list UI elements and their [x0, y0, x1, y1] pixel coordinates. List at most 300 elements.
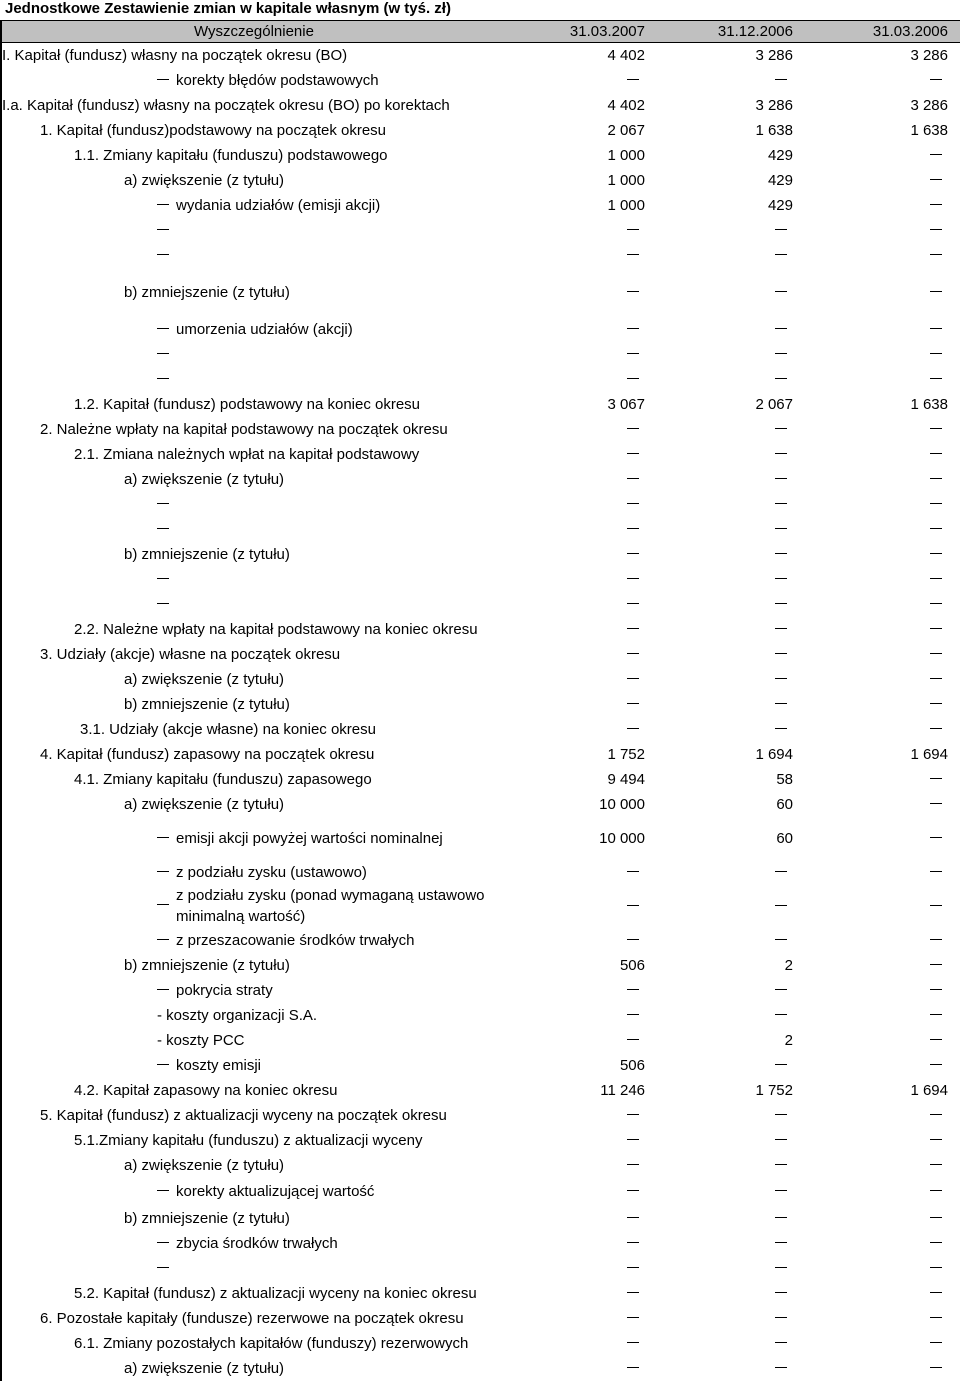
empty-value-dash: [930, 254, 942, 255]
empty-value-dash: [627, 79, 639, 80]
table-row: [1, 492, 960, 517]
value-cell: [506, 417, 659, 442]
row-label-cell: [1, 592, 506, 617]
value-cell: [659, 517, 807, 542]
row-label: wydania udziałów (emisji akcji): [176, 196, 381, 214]
table-row: [1, 667, 960, 692]
empty-value-dash: [930, 229, 942, 230]
empty-value-dash: [930, 453, 942, 454]
value-cell: [659, 218, 807, 243]
value-cell: [807, 492, 960, 517]
row-label: I. Kapitał (fundusz) własny na początek okresu (BO): [2, 46, 348, 64]
empty-value-dash: [627, 728, 639, 729]
row-label: a) zwiększenie (z tytułu): [124, 795, 285, 813]
empty-value-dash: [775, 1190, 787, 1191]
empty-value-dash: [775, 578, 787, 579]
row-label-cell: [1, 928, 506, 953]
empty-value-dash: [930, 778, 942, 779]
row-label-cell: [1, 442, 506, 467]
empty-value-dash: [627, 1292, 639, 1293]
row-label: - koszty PCC: [157, 1031, 245, 1049]
dash-marker: [157, 503, 169, 504]
empty-value-dash: [775, 603, 787, 604]
row-label: - koszty organizacji S.A.: [157, 1006, 318, 1024]
table-row: [1, 885, 960, 928]
empty-value-dash: [627, 1242, 639, 1243]
empty-value-dash: [627, 428, 639, 429]
row-label: emisji akcji powyżej wartości nominalnej: [176, 829, 443, 847]
row-label: umorzenia udziałów (akcji): [176, 320, 353, 338]
value-cell: [807, 1231, 960, 1256]
table-row: [1, 1053, 960, 1078]
value-cell: 4 402: [607, 46, 645, 64]
value-cell: [807, 1356, 960, 1381]
table-row: [1, 268, 960, 280]
empty-value-dash: [930, 179, 942, 180]
row-label: 4. Kapitał (fundusz) zapasowy na początek okresu: [40, 745, 375, 763]
value-cell: [807, 317, 960, 342]
value-cell: 506: [619, 956, 645, 974]
table-row: [1, 567, 960, 592]
empty-value-dash: [775, 553, 787, 554]
row-label: 4.2. Kapitał zapasowy na koniec okresu: [74, 1081, 338, 1099]
value-cell: [807, 978, 960, 1003]
dash-marker: [157, 1064, 169, 1065]
value-cell: [807, 542, 960, 567]
row-label: 6. Pozostałe kapitały (fundusze) rezerwowe na początek okresu: [40, 1309, 464, 1327]
table-row: [1, 1206, 960, 1231]
empty-value-dash: [627, 503, 639, 504]
row-label: 4.1. Zmiany kapitału (funduszu) zapasowego: [74, 770, 372, 788]
row-label-cell: [1, 717, 506, 742]
empty-value-dash: [930, 1039, 942, 1040]
row-label-cell: [1, 1206, 506, 1231]
value-cell: [506, 1331, 659, 1356]
value-cell: 1 638: [807, 118, 960, 143]
value-cell: [506, 68, 659, 93]
value-cell: [807, 617, 960, 642]
row-label-cell: [1, 1256, 506, 1281]
value-cell: [659, 1306, 807, 1331]
row-label-cell: [1, 417, 506, 442]
row-label: b) zmniejszenie (z tytułu): [124, 956, 290, 974]
empty-value-dash: [775, 79, 787, 80]
empty-value-dash: [930, 478, 942, 479]
value-cell: 3 286: [807, 93, 960, 118]
table-row: [1, 218, 960, 243]
empty-value-dash: [930, 905, 942, 906]
empty-value-dash: [775, 653, 787, 654]
row-label: a) zwiększenie (z tytułu): [124, 1359, 285, 1377]
value-cell: 60: [776, 829, 793, 847]
row-label-cell: [1, 1153, 506, 1178]
dash-marker: [157, 528, 169, 529]
value-cell: [506, 1103, 659, 1128]
table-row: [1, 305, 960, 317]
table-row: [1, 467, 960, 492]
row-label: z przeszacowanie środków trwałych: [176, 931, 415, 949]
row-label-cell: [1, 43, 506, 68]
row-label-cell: [1, 1103, 506, 1128]
value-cell: [659, 592, 807, 617]
empty-value-dash: [930, 553, 942, 554]
empty-value-dash: [930, 1292, 942, 1293]
row-label: 6.1. Zmiany pozostałych kapitałów (funduszy) rezerwowych: [74, 1334, 469, 1352]
value-cell: [659, 1231, 807, 1256]
table-row: [1, 1153, 960, 1178]
value-cell: [807, 767, 960, 792]
row-label-cell: [1, 617, 506, 642]
dash-marker: [157, 204, 169, 205]
empty-value-dash: [627, 378, 639, 379]
dash-marker: [157, 578, 169, 579]
row-label-cell: [1, 317, 506, 342]
value-cell: [659, 885, 807, 928]
row-label: korekty aktualizującej wartość: [176, 1183, 375, 1200]
table-row: [1, 317, 960, 342]
value-cell: [807, 243, 960, 268]
value-cell: [506, 243, 659, 268]
value-cell: [659, 717, 807, 742]
value-cell: [659, 1281, 807, 1306]
empty-value-dash: [775, 1267, 787, 1268]
empty-value-dash: [775, 353, 787, 354]
empty-value-dash: [930, 871, 942, 872]
value-cell: 10 000: [599, 829, 645, 847]
row-label-cell: [1, 885, 506, 928]
value-cell: 1 638: [755, 121, 793, 139]
value-cell: [506, 542, 659, 567]
empty-value-dash: [775, 1342, 787, 1343]
value-cell: [659, 68, 807, 93]
row-label: a) zwiększenie (z tytułu): [124, 670, 285, 688]
header-col-2006-03: 31.03.2006: [807, 21, 960, 43]
table-row: [1, 642, 960, 667]
value-cell: [807, 792, 960, 817]
table-row: [1, 742, 960, 767]
row-label-cell: [1, 1331, 506, 1356]
table-row: [1, 118, 960, 143]
dash-marker: [157, 254, 169, 255]
row-label: b) zmniejszenie (z tytułu): [124, 283, 290, 301]
empty-value-dash: [930, 428, 942, 429]
empty-value-dash: [775, 1292, 787, 1293]
table-row: [1, 1356, 960, 1381]
value-cell: [807, 1281, 960, 1306]
row-label-cell: [1, 268, 506, 280]
row-label-cell: [1, 118, 506, 143]
row-label: b) zmniejszenie (z tytułu): [124, 1209, 290, 1227]
value-cell: [659, 1128, 807, 1153]
row-label-cell: [1, 367, 506, 392]
empty-value-dash: [775, 1367, 787, 1368]
dash-marker: [157, 1190, 169, 1191]
row-label-cell: [1, 1281, 506, 1306]
dash-marker: [157, 79, 169, 80]
value-cell: [506, 1356, 659, 1381]
row-label: 2.2. Należne wpłaty na kapitał podstawowy na koniec okresu: [74, 620, 478, 638]
value-cell: [506, 1128, 659, 1153]
empty-value-dash: [627, 453, 639, 454]
row-label-cell: [1, 218, 506, 243]
empty-value-dash: [627, 1367, 639, 1368]
empty-value-dash: [930, 1164, 942, 1165]
table-row: [1, 1003, 960, 1028]
row-label: z podziału zysku (ustawowo): [176, 863, 367, 881]
dash-marker: [157, 378, 169, 379]
empty-value-dash: [775, 378, 787, 379]
row-label-cell: [1, 817, 506, 860]
empty-value-dash: [775, 939, 787, 940]
value-cell: [506, 928, 659, 953]
row-label: 2. Należne wpłaty na kapitał podstawowy na początek okresu: [40, 420, 448, 438]
table-row: [1, 93, 960, 118]
row-label-cell: [1, 978, 506, 1003]
value-cell: [807, 168, 960, 193]
value-cell: 1 694: [807, 1078, 960, 1103]
row-label: 5.1.Zmiany kapitału (funduszu) z aktualizacji wyceny: [74, 1131, 423, 1149]
value-cell: [506, 592, 659, 617]
value-cell: 1 000: [607, 171, 645, 189]
value-cell: [807, 1153, 960, 1178]
table-row: [1, 392, 960, 417]
empty-value-dash: [775, 1139, 787, 1140]
value-cell: [506, 1153, 659, 1178]
row-label-cell: [1, 1003, 506, 1028]
table-row: [1, 168, 960, 193]
value-cell: 506: [619, 1056, 645, 1074]
value-cell: [659, 928, 807, 953]
empty-value-dash: [930, 653, 942, 654]
row-label-cell: [1, 1053, 506, 1078]
empty-value-dash: [775, 528, 787, 529]
value-cell: [506, 617, 659, 642]
value-cell: [506, 280, 659, 305]
dash-marker: [157, 904, 169, 905]
value-cell: 58: [776, 770, 793, 788]
empty-value-dash: [627, 578, 639, 579]
table-row: [1, 592, 960, 617]
header-label: Wyszczególnienie: [1, 21, 506, 43]
empty-value-dash: [627, 553, 639, 554]
value-cell: [807, 193, 960, 218]
value-cell: 1 000: [607, 146, 645, 164]
table-row: [1, 1331, 960, 1356]
value-cell: [659, 617, 807, 642]
empty-value-dash: [930, 939, 942, 940]
value-cell: [807, 592, 960, 617]
row-label-cell: [1, 1078, 506, 1103]
value-cell: [506, 1281, 659, 1306]
value-cell: 3 286: [755, 96, 793, 114]
table-row: [1, 1103, 960, 1128]
empty-value-dash: [930, 1217, 942, 1218]
row-label: pokrycia straty: [176, 981, 273, 999]
dash-marker: [157, 871, 169, 872]
value-cell: [659, 1178, 807, 1206]
empty-value-dash: [775, 1317, 787, 1318]
value-cell: [506, 342, 659, 367]
dash-marker: [157, 353, 169, 354]
empty-value-dash: [627, 478, 639, 479]
empty-value-dash: [775, 678, 787, 679]
empty-value-dash: [627, 1014, 639, 1015]
row-label-cell: [1, 168, 506, 193]
table-row: [1, 1306, 960, 1331]
value-cell: [807, 1256, 960, 1281]
value-cell: [506, 305, 659, 317]
value-cell: [659, 1153, 807, 1178]
row-label: b) zmniejszenie (z tytułu): [124, 545, 290, 563]
dash-marker: [157, 328, 169, 329]
empty-value-dash: [627, 653, 639, 654]
row-label-cell: [1, 517, 506, 542]
row-label: 2.1. Zmiana należnych wpłat na kapitał podstawowy: [74, 445, 420, 463]
value-cell: [807, 817, 960, 860]
value-cell: [659, 442, 807, 467]
empty-value-dash: [930, 837, 942, 838]
empty-value-dash: [930, 1242, 942, 1243]
empty-value-dash: [930, 154, 942, 155]
row-label-cell: [1, 392, 506, 417]
value-cell: 429: [767, 146, 793, 164]
value-cell: [659, 978, 807, 1003]
value-cell: [506, 1178, 659, 1206]
value-cell: 4 402: [607, 96, 645, 114]
value-cell: [506, 860, 659, 885]
table-row: [1, 692, 960, 717]
dash-marker: [157, 939, 169, 940]
empty-value-dash: [627, 678, 639, 679]
empty-value-dash: [930, 628, 942, 629]
empty-value-dash: [930, 1139, 942, 1140]
equity-changes-table: [0, 20, 960, 1381]
row-label: zbycia środków trwałych: [176, 1234, 338, 1252]
row-label-cell: [1, 692, 506, 717]
value-cell: [506, 642, 659, 667]
row-label: 3. Udziały (akcje) własne na początek okresu: [40, 645, 341, 663]
table-row: [1, 193, 960, 218]
empty-value-dash: [930, 291, 942, 292]
empty-value-dash: [627, 1342, 639, 1343]
value-cell: [506, 467, 659, 492]
value-cell: [659, 692, 807, 717]
row-label-cell: [1, 860, 506, 885]
table-row: [1, 417, 960, 442]
table-row: [1, 1256, 960, 1281]
empty-value-dash: [930, 378, 942, 379]
row-label: 3.1. Udziały (akcje własne) na koniec okresu: [80, 720, 376, 738]
empty-value-dash: [775, 628, 787, 629]
value-cell: [506, 1028, 659, 1053]
value-cell: [807, 885, 960, 928]
value-cell: [506, 317, 659, 342]
value-cell: 1 694: [755, 745, 793, 763]
empty-value-dash: [627, 328, 639, 329]
table-row: [1, 928, 960, 953]
value-cell: [506, 717, 659, 742]
value-cell: [807, 367, 960, 392]
empty-value-dash: [627, 939, 639, 940]
table-header-row: [1, 21, 960, 43]
row-label-cell: [1, 193, 506, 218]
row-label: 1.1. Zmiany kapitału (funduszu) podstawowego: [74, 146, 388, 164]
table-row: [1, 617, 960, 642]
value-cell: [807, 1003, 960, 1028]
value-cell: [807, 928, 960, 953]
empty-value-dash: [930, 503, 942, 504]
value-cell: [807, 1306, 960, 1331]
value-cell: [807, 218, 960, 243]
row-label-cell: [1, 1356, 506, 1381]
value-cell: [506, 692, 659, 717]
value-cell: 3 286: [755, 46, 793, 64]
empty-value-dash: [627, 871, 639, 872]
table-row: [1, 442, 960, 467]
value-cell: 2 067: [607, 121, 645, 139]
empty-value-dash: [775, 1114, 787, 1115]
table-row: [1, 68, 960, 93]
row-label: 1.2. Kapitał (fundusz) podstawowy na koniec okresu: [74, 395, 421, 413]
row-label-cell: [1, 667, 506, 692]
header-col-2007-03: 31.03.2007: [506, 21, 659, 43]
value-cell: [659, 1003, 807, 1028]
value-cell: 429: [767, 171, 793, 189]
empty-value-dash: [627, 1190, 639, 1191]
table-row: [1, 792, 960, 817]
value-cell: [807, 143, 960, 168]
empty-value-dash: [930, 328, 942, 329]
empty-value-dash: [775, 905, 787, 906]
value-cell: [506, 667, 659, 692]
value-cell: [807, 1103, 960, 1128]
row-label-cell: [1, 1231, 506, 1256]
value-cell: [659, 1331, 807, 1356]
row-label: I.a. Kapitał (fundusz) własny na początek okresu (BO) po korektach: [2, 96, 450, 114]
table-row: [1, 860, 960, 885]
value-cell: [506, 367, 659, 392]
empty-value-dash: [627, 603, 639, 604]
empty-value-dash: [627, 1114, 639, 1115]
empty-value-dash: [775, 728, 787, 729]
empty-value-dash: [930, 1342, 942, 1343]
row-label-cell: [1, 280, 506, 305]
value-cell: [807, 642, 960, 667]
row-label: 5. Kapitał (fundusz) z aktualizacji wyceny na początek okresu: [40, 1106, 447, 1124]
value-cell: [807, 68, 960, 93]
value-cell: [659, 305, 807, 317]
empty-value-dash: [930, 1267, 942, 1268]
empty-value-dash: [627, 291, 639, 292]
row-label-cell: [1, 567, 506, 592]
value-cell: [659, 1356, 807, 1381]
row-label-cell: [1, 542, 506, 567]
empty-value-dash: [930, 353, 942, 354]
table-row: [1, 953, 960, 978]
empty-value-dash: [930, 528, 942, 529]
value-cell: 3 286: [807, 43, 960, 68]
empty-value-dash: [627, 1039, 639, 1040]
empty-value-dash: [627, 229, 639, 230]
row-label-cell: [1, 767, 506, 792]
value-cell: [659, 1103, 807, 1128]
value-cell: 2 067: [755, 395, 793, 413]
row-label-cell: [1, 342, 506, 367]
table-row: [1, 243, 960, 268]
row-label-cell: [1, 305, 506, 317]
empty-value-dash: [930, 1014, 942, 1015]
value-cell: [659, 1256, 807, 1281]
